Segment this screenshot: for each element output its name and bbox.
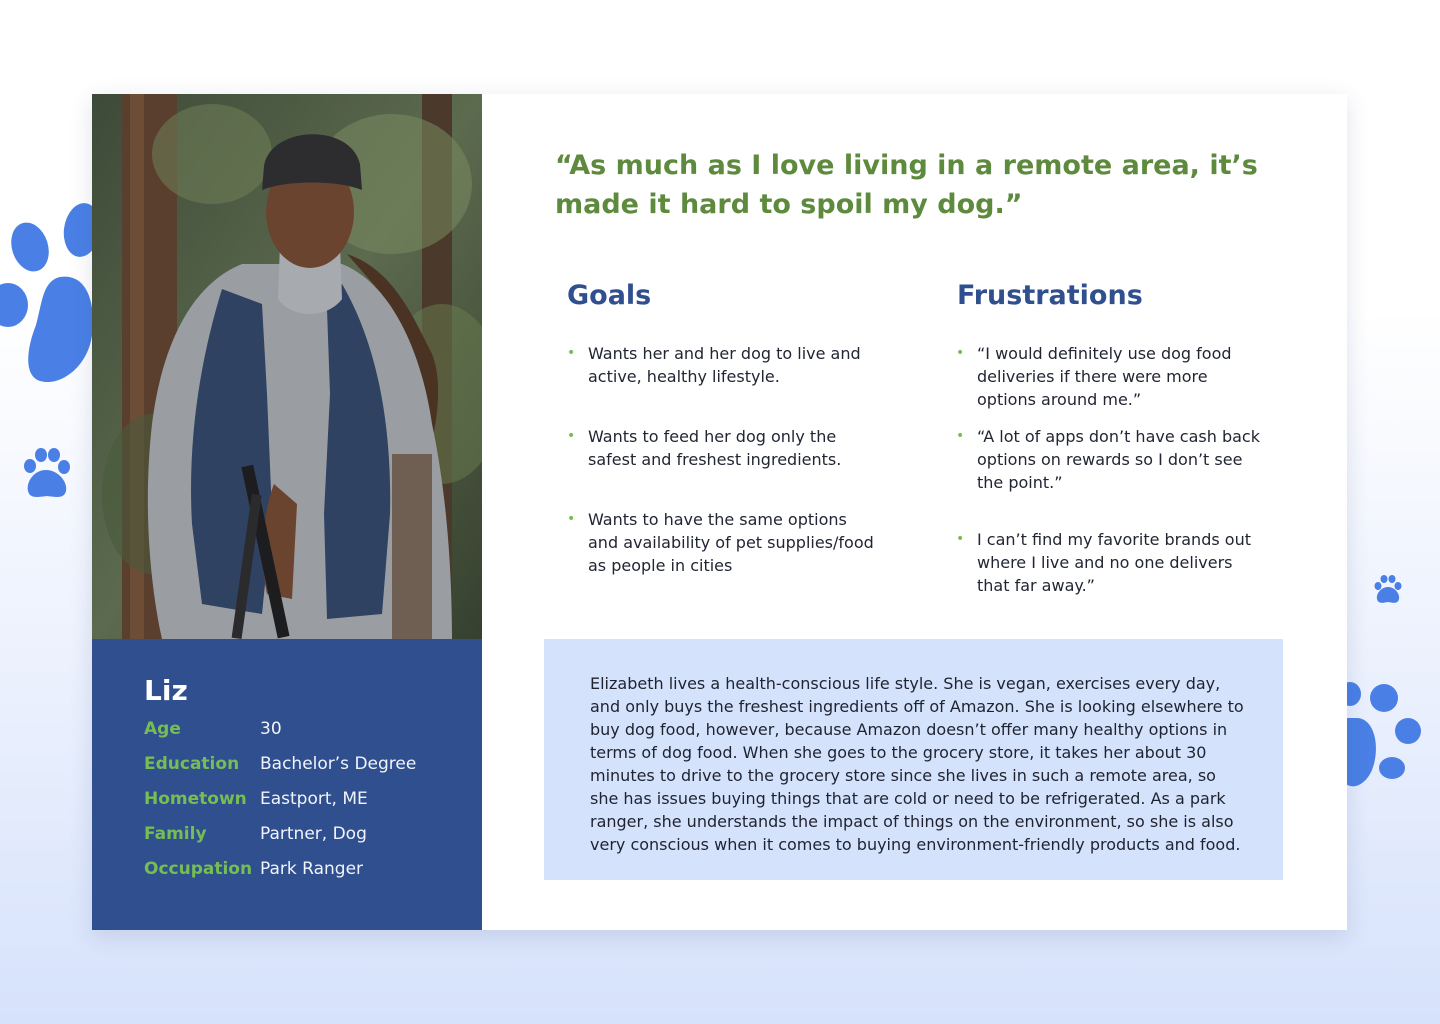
detail-row-hometown (144, 789, 416, 824)
bullet-dot-icon: • (956, 428, 965, 444)
detail-label: Education (144, 754, 240, 774)
paw-print-icon (1372, 574, 1402, 604)
detail-row-family (144, 824, 416, 859)
goal-text: Wants to have the same options and availability of pet supplies/food as people in cities (588, 510, 874, 575)
goal-item (567, 342, 878, 388)
persona-bio: Elizabeth lives a health-conscious life style. She is vegan, exercises every day, and only buys the freshest ingredients off of Amazon. She is looking elsewhere to buy dog food, however, because Amazon doesn’t offer many healthy options in terms of dog food. When she goes to the grocery store, it takes her about 30 minutes to drive to the grocery store since she lives in such a remote area, so she has issues buying things that are cold or need to be refrigerated. As a park ranger, she understands the impact of things on the environment, so she is also very conscious when it comes to buying environment-friendly products and food. (590, 674, 1244, 854)
detail-row-age (144, 719, 416, 754)
frustration-text: “I would definitely use dog food deliveries if there were more options around me.” (977, 344, 1232, 409)
detail-value: 30 (260, 719, 282, 739)
frustration-item (956, 528, 1267, 597)
frustration-item (956, 425, 1267, 494)
detail-value: Park Ranger (260, 859, 364, 879)
paw-print-icon (20, 446, 72, 500)
goal-text: Wants to feed her dog only the safest and freshest ingredients. (588, 427, 842, 469)
bullet-dot-icon: • (567, 345, 576, 361)
persona-card (92, 94, 1347, 930)
goal-item (567, 508, 878, 577)
paw-print-icon (0, 195, 100, 390)
bullet-dot-icon: • (567, 428, 576, 444)
persona-details (144, 719, 416, 894)
detail-value: Partner, Dog (260, 824, 367, 844)
frustration-text: “A lot of apps don’t have cash back options on rewards so I don’t see the point.” (977, 427, 1260, 492)
paw-print-icon (1340, 680, 1440, 790)
goal-item (567, 425, 878, 471)
detail-label: Occupation (144, 859, 253, 879)
bullet-dot-icon: • (567, 511, 576, 527)
detail-label: Age (144, 719, 181, 739)
detail-row-education (144, 754, 416, 789)
goal-text: Wants her and her dog to live and active, healthy lifestyle. (588, 344, 861, 386)
bullet-dot-icon: • (956, 345, 965, 361)
frustrations-heading: Frustrations (957, 280, 1143, 311)
frustration-text: I can’t find my favorite brands out where I live and no one delivers that far away.” (977, 530, 1251, 595)
bullet-dot-icon: • (956, 531, 965, 547)
frustration-item (956, 342, 1267, 411)
detail-value: Bachelor’s Degree (260, 754, 417, 774)
persona-bio-box (544, 639, 1283, 880)
detail-label: Hometown (144, 789, 247, 809)
persona-profile-panel (92, 639, 482, 930)
detail-value: Eastport, ME (260, 789, 368, 809)
detail-row-occupation (144, 859, 416, 894)
persona-quote: “As much as I love living in a remote area, it’s made it hard to spoil my dog.” (555, 150, 1258, 220)
persona-name: Liz (144, 674, 188, 707)
goals-heading: Goals (567, 280, 652, 311)
detail-label: Family (144, 824, 207, 844)
persona-photo-illustration (92, 94, 482, 639)
persona-photo (92, 94, 482, 639)
